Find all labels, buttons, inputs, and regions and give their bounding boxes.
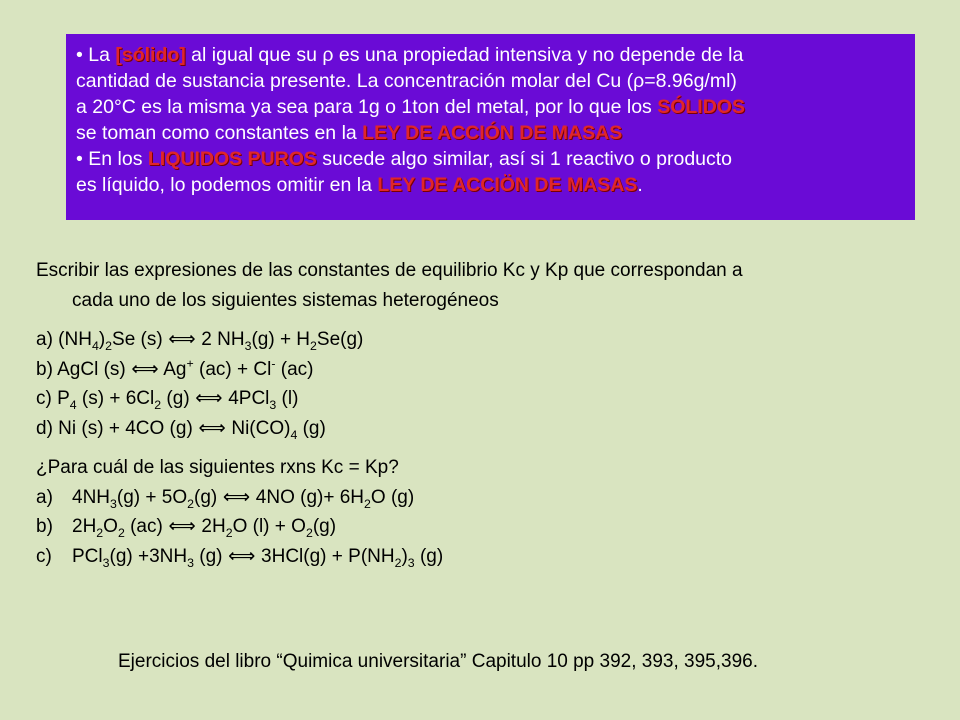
equilibrium-arrow-icon: ⟺ — [168, 329, 196, 350]
bullet1-part1: • La — [76, 44, 116, 66]
intro-line-5 — [76, 146, 905, 172]
equilibrium-arrow-icon: ⟺ — [222, 486, 251, 508]
footer-reference: Ejercicios del libro “Quimica universitaria” Capitulo 10 pp 392, 393, 395,396. — [118, 651, 759, 672]
bullet1-part3: al igual que su — [185, 44, 323, 66]
intro-line-5-text-a: • En los — [76, 148, 148, 170]
intro-line-6 — [76, 172, 905, 198]
equilibrium-arrow-icon: ⟺ — [168, 516, 196, 537]
exercise1-intro-line2: cada uno de los siguientes sistemas heterogéneos — [72, 289, 499, 311]
equilibrium-arrow-icon: ⟺ — [198, 417, 226, 439]
rxn-b: b) $2H_2O_2$ (ac) ⟺ $2H_2O$ $(l) + O_2(g)$ — [36, 512, 926, 542]
equilibrium-arrow-icon: ⟺ — [131, 358, 159, 380]
exercises — [36, 256, 926, 571]
exercise1-intro-line1: Escribir las expresiones de las constantes de equilibrio Kc y Kp que correspondan a — [36, 260, 743, 281]
reaction-b: b) AgCl (s) ⟺ Ag+ (ac) + Cl- (ac) — [36, 355, 926, 385]
list-label: b) — [36, 516, 53, 537]
rxn-c: c) $PCl_3(g) +3NH_3$ (g) ⟺ $3HCl(g) + P(NH_2)_3$ (g) — [36, 542, 926, 572]
reaction-a: a) $(NH_4)_2Se$ (s) ⟺ 2 $NH_3(g) + H_2Se(g)$ — [36, 325, 926, 355]
intro-line-6-text-a: es líquido, lo podemos omitir en la — [76, 174, 378, 196]
intro-line-1 — [76, 42, 905, 68]
ley-accion-masas-highlight-1: LEY DE ACCIÓN DE MASAS — [362, 122, 623, 144]
solidos-highlight: SÓLIDOS — [657, 96, 745, 118]
bullet1-part5: es una propiedad intensiva y no depende de la — [333, 44, 744, 66]
rho-symbol: ρ — [322, 44, 334, 66]
intro-line-6-period: . — [637, 174, 643, 196]
intro-box — [66, 34, 915, 220]
exercise2-question: ¿Para cuál de las siguientes rxns Kc = Kp? — [36, 457, 399, 478]
equilibrium-arrow-icon: ⟺ — [195, 388, 223, 409]
reaction-c: c) $P_4$ $(s) + 6Cl_2$ (g) ⟺ 4PCl$_3$ (l) — [36, 384, 926, 414]
intro-line-3-text: a 20°C es la misma ya sea para 1g o 1ton del metal, por lo que los — [76, 96, 658, 118]
intro-line-4 — [76, 120, 905, 146]
intro-line-2: cantidad de sustancia presente. La concentración molar del Cu (ρ=8.96g/ml) — [76, 70, 737, 92]
intro-line-3 — [76, 94, 905, 120]
solido-highlight: [sólido] — [115, 44, 186, 66]
ley-accion-masas-highlight-2: LEY DE ACCIÖN DE MASAS — [377, 174, 638, 196]
list-label: a) — [36, 486, 53, 508]
equilibrium-arrow-icon: ⟺ — [228, 545, 256, 567]
intro-line-5-text-c: sucede algo similar, así si 1 reactivo o producto — [316, 148, 733, 170]
reaction-d: d) Ni (s) + 4CO (g) ⟺ $Ni(CO)_4$ (g) — [36, 414, 926, 444]
rxn-a: a) $4NH_3(g) + 5O_2(g)$ ⟺ 4NO $(g)+ 6H_2O$ (g) — [36, 483, 926, 513]
intro-line-4-text: se toman como constantes en la — [76, 122, 363, 144]
list-label: c) — [36, 545, 52, 567]
liquidos-puros-highlight: LIQUIDOS PUROS — [147, 148, 317, 170]
